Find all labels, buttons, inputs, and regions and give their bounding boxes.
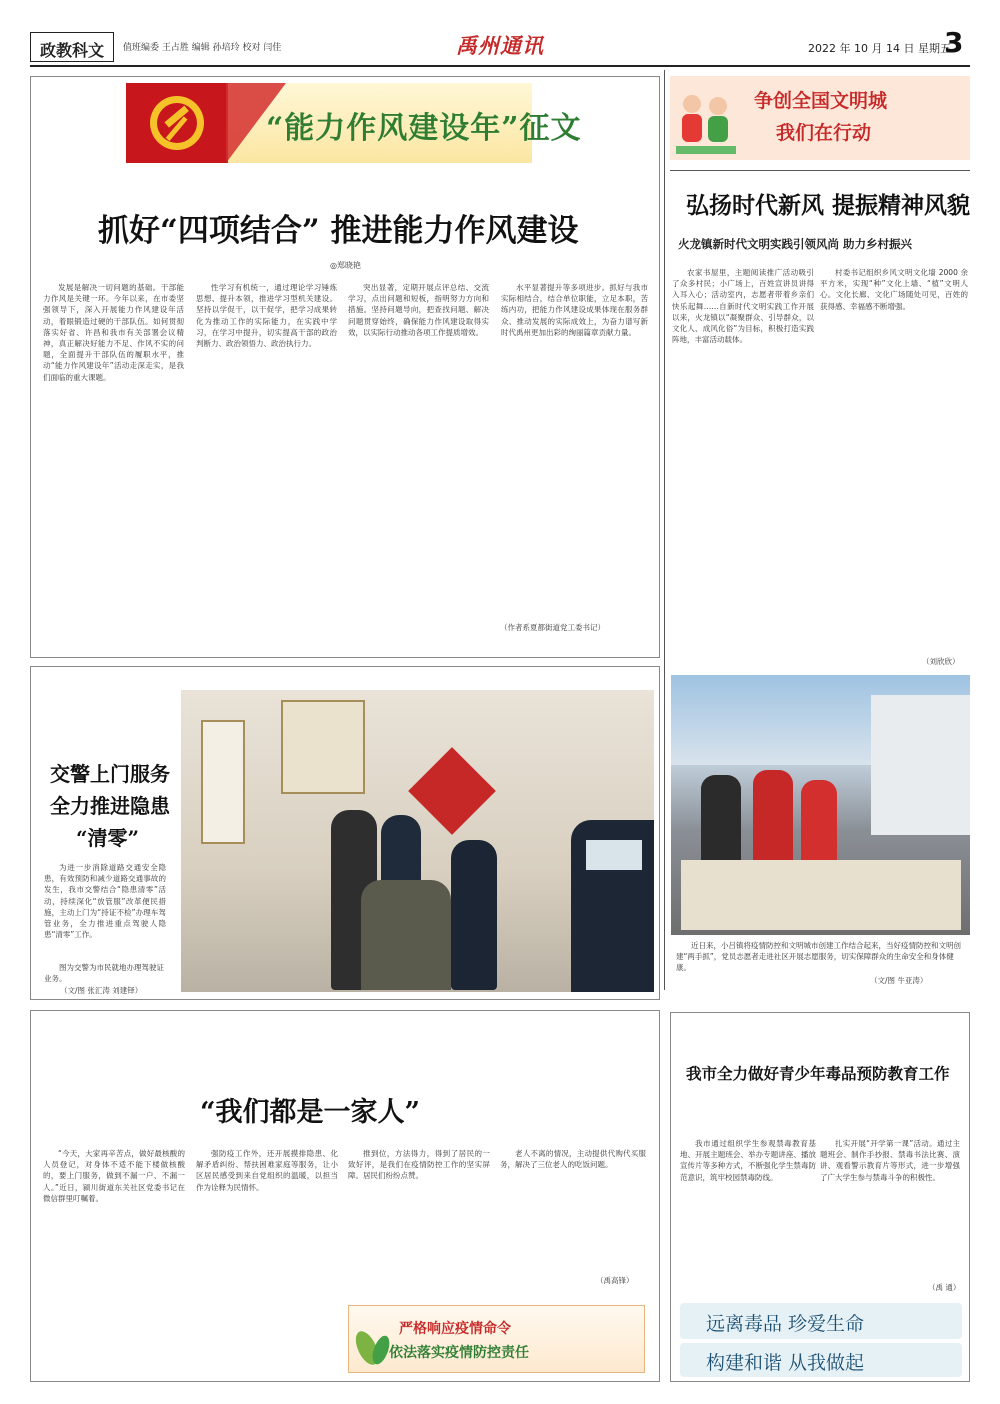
lead-footnote: （作者系夏都街道党工委书记） xyxy=(500,623,605,632)
drug-column-1: 我市通过组织学生参观禁毒教育基地、开展主题班会、举办专题讲座、播放宣传片等多种方式，不断强化学生禁毒防范意识，筑牢校园禁毒防线。 xyxy=(680,1139,816,1182)
children-illustration xyxy=(676,82,736,154)
family-column-4: 老人不离的情况，主动提供代购代买服务，解决了三位老人的吃饭问题。 xyxy=(500,1149,646,1170)
section-tag xyxy=(30,32,114,62)
section-title: 政教科文 xyxy=(39,41,104,60)
civilization-badge xyxy=(670,76,970,160)
police-visit-photo xyxy=(181,690,654,992)
lead-column-2: 性学习有机统一，通过理论学习锤炼思想、提升本领，推进学习型机关建设。坚持以学促干，以干促学，把学习成果转化为推动工作的实际能力，在实践中学习，在学习中提升，切实提高干部的政治判断力、政治领悟力、政治执行力。 xyxy=(196,283,337,349)
family-headline: “我们都是一家人” xyxy=(200,1097,421,1128)
slogan-banner-2 xyxy=(680,1343,962,1377)
lead-headline: 抓好“四项结合” 推进能力作风建设 xyxy=(98,213,579,249)
drug-author: （禹 通） xyxy=(928,1283,961,1292)
issue-date: 2022 年 10 月 14 日 星期五 xyxy=(808,42,951,55)
police-photo-caption: 图为交警为市民就地办理驾驶证业务。 xyxy=(44,963,164,983)
family-column-3: 推到位，方法得力，得到了居民的一致好评，是我们在疫情防控工作的坚实屏障。居民们纷纷点赞。 xyxy=(348,1149,490,1181)
credits-line: 值班编委 王占胜 编辑 孙培玲 校对 闫佳 xyxy=(123,43,282,53)
party-emblem-icon xyxy=(144,93,210,153)
masthead-logo: 禹州通讯 xyxy=(456,33,544,58)
lead-column-3: 突出显著，定期开展点评总结、交流学习，点出问题和短板，指明努力方向和措施。坚持问题导向，把查找问题、解决问题贯穿始终，确保能力作风建设取得实效，以实际行动推动各项工作提质增效。 xyxy=(348,283,489,337)
slogan-line-2: 依法落实疫情防控责任 xyxy=(389,1345,529,1361)
banner-title: “能力作风建设年”征文 xyxy=(266,111,582,146)
police-headline-2: 全力推进隐患 xyxy=(50,794,170,818)
lead-byline: ◎郑晓艳 xyxy=(330,261,361,270)
badge-line-1: 争创全国文明城 xyxy=(754,90,888,112)
column-divider xyxy=(664,70,665,990)
police-headline-3: “清零” xyxy=(76,826,140,850)
police-credit: （文/图 张汇涛 刘建铎） xyxy=(60,986,143,995)
slogan-line-1: 严格响应疫情命令 xyxy=(399,1321,511,1337)
badge-line-2: 我们在行动 xyxy=(776,122,872,144)
slogan-1-text: 远离毒品 珍爱生命 xyxy=(706,1313,865,1335)
civ-column-1: 农家书屋里，主题阅读推广活动吸引了众多村民；小广场上，百姓宣讲员讲得入耳入心；活动室内，志愿者带着乡亲们快乐起舞……自新时代文明实践工作开展以来，火龙镇以“凝聚群众、引导群众，以文化人、成风化俗”为目标，积极打造实践阵地，丰富活动载体。 xyxy=(672,268,814,345)
drug-column-2: 扎实开展“开学第一课”活动。通过主题班会、制作手抄报、禁毒书法比赛、演讲、观看警示教育片等形式，进一步增强了广大学生参与禁毒斗争的积极性。 xyxy=(820,1139,960,1182)
civ-top-rule xyxy=(670,170,970,171)
police-body: 为进一步消除道路交通安全隐患，有效预防和减少道路交通事故的发生，我市交警结合“隐患清零”活动，持续深化“放管服”改革便民措施，主动上门为“持证不检”办理车驾管业务，全力推进重点驾驶人隐患“清零”工作。 xyxy=(44,863,166,940)
leaf-decoration-icon xyxy=(353,1322,393,1368)
slogan-banner-1 xyxy=(680,1303,962,1339)
civ-column-2: 村委书记组织乡风文明文化墙 2000 余平方米，实现“种”文化上墙、“植”文明人心。文化长廊、文化广场随处可见，百姓的获得感、幸福感不断增强。 xyxy=(820,268,968,311)
family-column-2: 强防疫工作外，还开展摸排隐患、化解矛盾纠纷、帮扶困难家庭等服务，让小区居民感受到来自党组织的温暖，以担当作为诠释为民情怀。 xyxy=(196,1149,338,1192)
epidemic-slogan-box xyxy=(348,1305,645,1373)
police-headline-1: 交警上门服务 xyxy=(50,762,170,786)
volunteers-photo xyxy=(671,675,970,935)
page-number: 3 xyxy=(944,26,964,59)
slogan-2-text: 构建和谐 从我做起 xyxy=(706,1352,865,1374)
campaign-banner xyxy=(126,83,582,163)
drug-headline: 我市全力做好青少年毒品预防教育工作 xyxy=(686,1064,950,1083)
civ-headline: 弘扬时代新风 提振精神风貌 xyxy=(686,192,971,219)
civ-subhead: 火龙镇新时代文明实践引领风尚 助力乡村振兴 xyxy=(678,237,913,251)
header-rule xyxy=(30,65,970,67)
family-author: （禹高锋） xyxy=(596,1276,634,1285)
civ-author: （刘欣欣） xyxy=(922,657,960,666)
family-column-1: “今天，大家再辛苦点，做好最核酸的人员登记，对身体不适不能下楼做核酸的，要上门服务，做到不漏一户、不漏一人。”近日，颍川街道东关社区党委书记在微信群里叮嘱着。 xyxy=(43,1149,185,1203)
civ-photo-credit: （文/图 牛亚涛） xyxy=(870,976,928,985)
lead-column-4: 水平显著提升等多项进步。抓好与我市实际相结合，结合单位职能，立足本职，苦练内功，把能力作风建设成果体现在服务群众、推动发展的实际成效上，为奋力谱写新时代禹州更加出彩的绚丽篇章贡献力量。 xyxy=(501,283,648,337)
civ-photo-caption: 近日来，小吕镇将疫情防控和文明城市创建工作结合起来，当好疫情防控和文明创建“两手抓”，党员志愿者走进社区开展志愿服务，切实保障群众的生命安全和身体健康。 xyxy=(676,941,961,972)
lead-column-1: 发展是解决一切问题的基础。干部能力作风是关键一环。今年以来，在市委坚强领导下，深入开展能力作风建设年活动，着眼锻造过硬的干部队伍。如何贯彻落实好省、许昌和我市有关部署会议精神，真正解决好能力不足、作风不实的问题，全面提升干部队伍的履职水平，推动“能力作风建设年”活动走深走实，是我们面临的重大课题。 xyxy=(43,283,184,382)
